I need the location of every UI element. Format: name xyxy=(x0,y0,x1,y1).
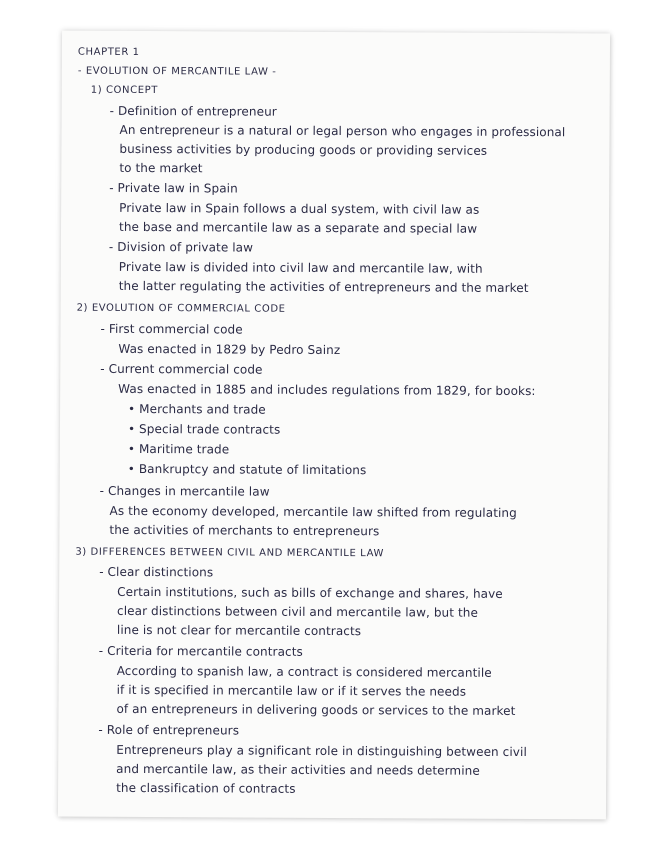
subheading-definition-entrepreneur: - Definition of entrepreneur xyxy=(109,103,277,119)
subheading-division-private-law: - Division of private law xyxy=(108,239,254,255)
bullet-item: • Maritime trade xyxy=(127,441,230,457)
subheading-first-code: - First commercial code xyxy=(100,321,243,337)
body-line: the latter regulating the activities of entrepreneurs and the market xyxy=(118,278,529,296)
body-line: line is not clear for mercantile contracts xyxy=(116,622,362,639)
body-line: Certain institutions, such as bills of exchange and shares, have xyxy=(117,584,503,601)
body-line: An entrepreneur is a natural or legal person who engages in professional xyxy=(119,122,566,140)
body-line: the classification of contracts xyxy=(116,780,296,796)
body-line: the base and mercantile law as a separate and special law xyxy=(118,219,478,236)
body-line: of an entrepreneurs in delivering goods or services to the market xyxy=(116,701,516,718)
body-line: As the economy developed, mercantile law shifted from regulating xyxy=(109,503,517,520)
body-line: the activities of merchants to entrepreneurs xyxy=(109,522,380,539)
body-line: Was enacted in 1829 by Pedro Sainz xyxy=(118,341,341,358)
section-heading-differences: 3) DIFFERENCES BETWEEN CIVIL AND MERCANTILE LAW xyxy=(75,546,384,560)
body-line: business activities by producing goods or providing services xyxy=(119,141,488,158)
body-line: if it is specified in mercantile law or if it serves the needs xyxy=(116,682,467,699)
paper-sheet xyxy=(58,31,610,820)
body-line: Was enacted in 1885 and includes regulations from 1829, for books: xyxy=(118,381,536,399)
bullet-item: • Merchants and trade xyxy=(128,401,266,417)
subheading-clear-distinctions: - Clear distinctions xyxy=(99,564,214,580)
body-line: According to spanish law, a contract is considered mercantile xyxy=(116,663,492,680)
subheading-changes-mercantile: - Changes in mercantile law xyxy=(99,483,270,499)
subheading-private-law-spain: - Private law in Spain xyxy=(109,180,238,196)
body-line: and mercantile law, as their activities and needs determine xyxy=(116,761,480,778)
body-line: clear distinctions between civil and mercantile law, but the xyxy=(116,603,479,620)
body-line: Private law is divided into civil law and mercantile law, with xyxy=(118,259,483,276)
bullet-item: • Special trade contracts xyxy=(127,421,281,437)
section-heading-evolution-code: 2) EVOLUTION OF COMMERCIAL CODE xyxy=(76,302,286,315)
body-line: Private law in Spain follows a dual system, with civil law as xyxy=(119,200,480,217)
subheading-current-code: - Current commercial code xyxy=(100,361,263,377)
bullet-item: • Bankruptcy and statute of limitations xyxy=(127,461,367,478)
chapter-title: - EVOLUTION OF MERCANTILE LAW - xyxy=(77,65,277,78)
subheading-criteria-contracts: - Criteria for mercantile contracts xyxy=(98,643,303,659)
body-line: to the market xyxy=(119,160,203,176)
subheading-role-entrepreneurs: - Role of entrepreneurs xyxy=(98,722,240,738)
body-line: Entrepreneurs play a significant role in distinguishing between civil xyxy=(116,742,527,760)
section-heading-concept: 1) CONCEPT xyxy=(90,84,158,97)
chapter-label: CHAPTER 1 xyxy=(77,46,140,58)
